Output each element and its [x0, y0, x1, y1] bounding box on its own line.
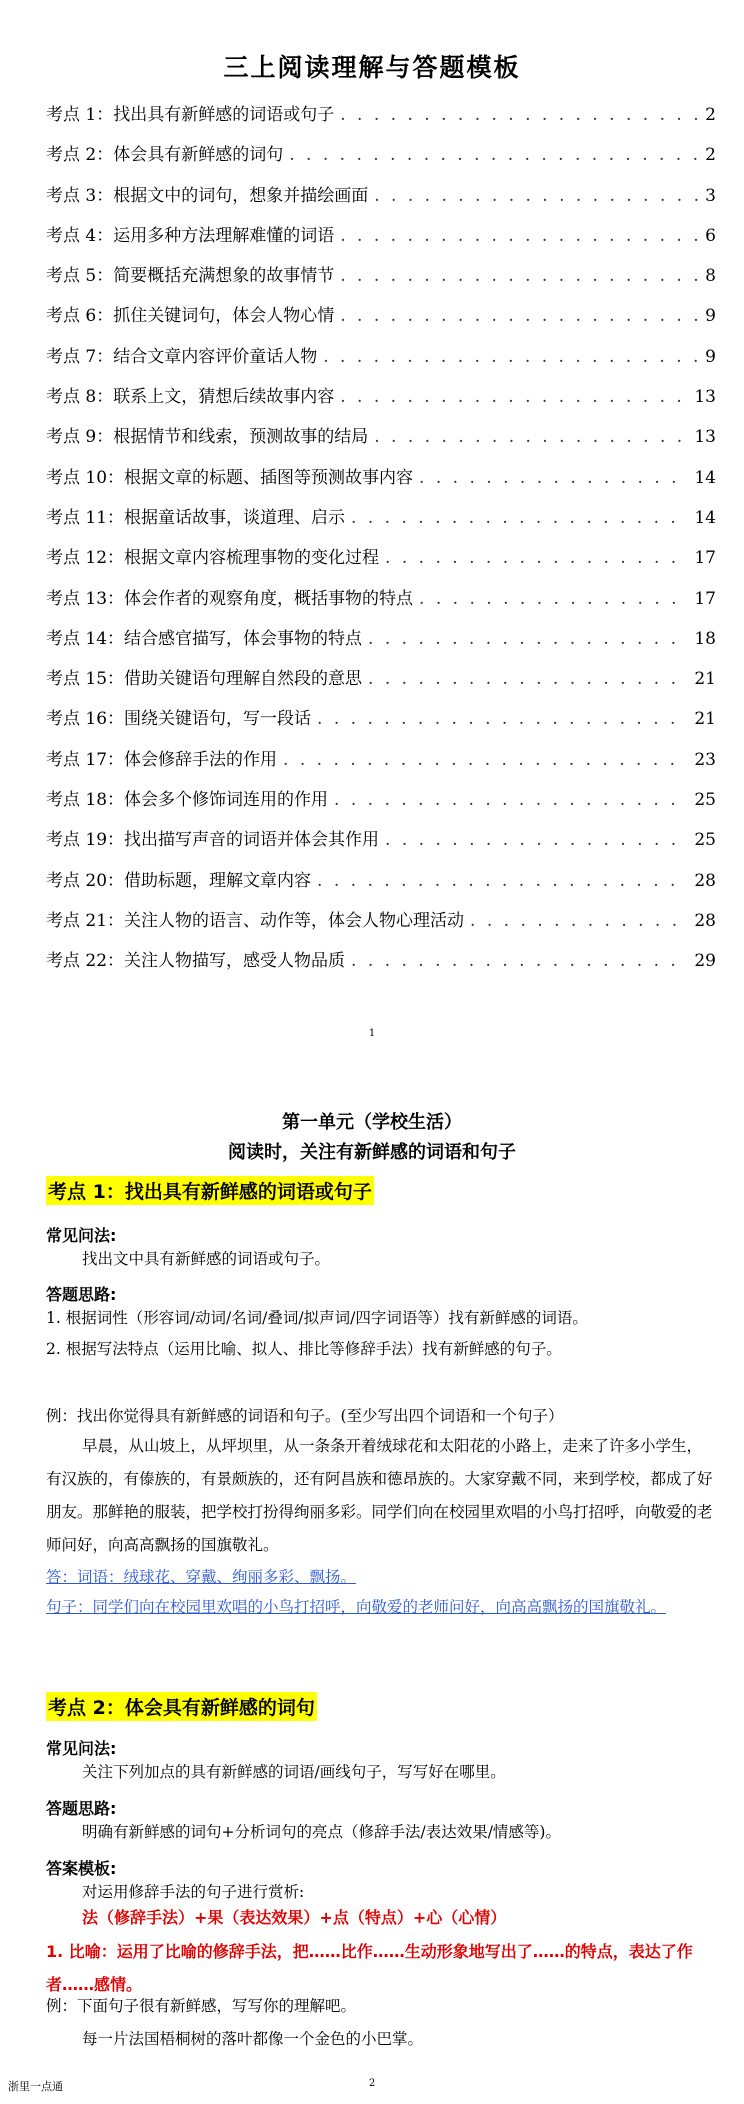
toc-entry-label: 考点 7：结合文章内容评价童话人物 — [46, 346, 318, 367]
toc-entry[interactable] — [46, 785, 716, 825]
toc-entry-label: 考点 11：根据童话故事，谈道理、启示 — [46, 507, 346, 528]
common-question-text: 找出文中具有新鲜感的词语或句子。 — [82, 1250, 331, 1268]
toc-entry-label: 考点 8：联系上文，猜想后续故事内容 — [46, 387, 335, 408]
document-title: 三上阅读理解与答题模板 — [223, 53, 521, 82]
toc-leader-dots — [368, 629, 688, 649]
toc-entry-label: 考点 15：借助关键语句理解自然段的意思 — [46, 669, 363, 690]
common-question-text: 关注下列加点的具有新鲜感的词语/画线句子，写写好在哪里。 — [82, 1763, 506, 1781]
toc-entry[interactable] — [46, 543, 716, 583]
toc-entry-page: 28 — [694, 870, 716, 891]
toc-entry-label: 考点 21：关注人物的语言、动作等，体会人物心理活动 — [46, 910, 465, 931]
toc-entry-page: 17 — [694, 548, 716, 569]
toc-entry[interactable] — [46, 100, 716, 140]
toc-leader-dots — [340, 266, 699, 286]
toc-entry[interactable] — [46, 946, 716, 986]
toc-entry-page: 2 — [705, 105, 716, 125]
toc-entry-label: 考点 10：根据文章的标题、插图等预测故事内容 — [46, 467, 414, 488]
toc-leader-dots — [334, 790, 688, 810]
toc-leader-dots — [374, 427, 688, 447]
section-title-kd1: 考点 1：找出具有新鲜感的词语或句子 — [46, 1176, 374, 1205]
toc-entry[interactable] — [46, 463, 716, 503]
toc-entry[interactable] — [46, 825, 716, 865]
toc-entry[interactable] — [46, 181, 716, 221]
common-question-label: 常见问法: — [46, 1226, 117, 1245]
section-title-kd2: 考点 2：体会具有新鲜感的词句 — [46, 1692, 317, 1721]
toc-leader-dots — [419, 468, 688, 488]
answer-idea-item: 2. 根据写法特点（运用比喻、拟人、排比等修辞手法）找有新鲜感的句子。 — [46, 1340, 562, 1358]
toc-entry-page: 25 — [694, 790, 716, 811]
toc-leader-dots — [419, 589, 688, 609]
toc-entry-label: 考点 17：体会修辞手法的作用 — [46, 749, 278, 770]
toc-entry[interactable] — [46, 342, 716, 382]
answer-idea-label: 答题思路: — [46, 1799, 117, 1818]
footer-brand: 浙里一点通 — [8, 2080, 63, 2093]
toc-entry[interactable] — [46, 906, 716, 946]
answer-sentence: 句子：同学们向在校园里欢唱的小鸟打招呼，向敬爱的老师问好，向高高飘扬的国旗敬礼。 — [46, 1598, 667, 1616]
toc-entry[interactable] — [46, 503, 716, 543]
table-of-contents — [46, 100, 716, 987]
toc-entry[interactable] — [46, 221, 716, 261]
common-question-label: 常见问法: — [46, 1739, 117, 1758]
toc-entry[interactable] — [46, 584, 716, 624]
toc-entry-page: 14 — [694, 467, 716, 488]
toc-entry-page: 9 — [705, 346, 716, 367]
toc-entry[interactable] — [46, 140, 716, 180]
page-2 — [0, 1080, 744, 2104]
toc-entry[interactable] — [46, 704, 716, 744]
toc-entry-page: 2 — [705, 145, 716, 166]
toc-leader-dots — [470, 911, 688, 931]
toc-entry-page: 25 — [694, 830, 716, 851]
toc-leader-dots — [340, 306, 699, 326]
toc-leader-dots — [374, 186, 699, 206]
toc-entry-page: 21 — [694, 709, 716, 730]
toc-entry[interactable] — [46, 422, 716, 462]
toc-entry-label: 考点 18：体会多个修饰词连用的作用 — [46, 790, 329, 811]
unit-subtitle: 阅读时，关注有新鲜感的词语和句子 — [228, 1142, 516, 1163]
toc-entry-label: 考点 19：找出描写声音的词语并体会其作用 — [46, 830, 380, 851]
toc-entry-label: 考点 6：抓住关键词句，体会人物心情 — [46, 306, 335, 327]
answer-words: 答：词语：绒球花、穿戴、绚丽多彩、飘扬。 — [46, 1568, 357, 1586]
toc-entry-label: 考点 5：简要概括充满想象的故事情节 — [46, 266, 335, 287]
toc-entry-page: 13 — [694, 427, 716, 448]
toc-leader-dots — [340, 105, 699, 125]
toc-entry-label: 考点 1：找出具有新鲜感的词语或句子 — [46, 105, 335, 125]
toc-entry-page: 21 — [694, 669, 716, 690]
page-number: 1 — [368, 1028, 376, 1039]
toc-entry[interactable] — [46, 664, 716, 704]
toc-entry-page: 8 — [705, 266, 716, 287]
toc-entry-page: 6 — [705, 225, 716, 246]
toc-entry-label: 考点 14：结合感官描写，体会事物的特点 — [46, 628, 363, 649]
answer-idea-item: 1. 根据词性（形容词/动词/名词/叠词/拟声词/四字词语等）找有新鲜感的词语。 — [46, 1309, 588, 1327]
example-question: 例：下面句子很有新鲜感，写写你的理解吧。 — [46, 1997, 357, 2015]
toc-entry[interactable] — [46, 866, 716, 906]
toc-entry-page: 28 — [694, 910, 716, 931]
toc-entry-page: 18 — [694, 628, 716, 649]
toc-leader-dots — [351, 951, 688, 971]
toc-leader-dots — [317, 709, 688, 729]
toc-entry-label: 考点 4：运用多种方法理解难懂的词语 — [46, 225, 335, 246]
toc-leader-dots — [385, 548, 688, 568]
toc-entry[interactable] — [46, 745, 716, 785]
toc-entry[interactable] — [46, 624, 716, 664]
toc-entry-page: 17 — [694, 588, 716, 609]
answer-template-text: 对运用修辞手法的句子进行赏析: — [82, 1883, 305, 1901]
toc-entry-label: 考点 2：体会具有新鲜感的词句 — [46, 145, 284, 166]
toc-leader-dots — [368, 669, 688, 689]
toc-leader-dots — [351, 508, 688, 528]
toc-leader-dots — [317, 871, 688, 891]
toc-leader-dots — [385, 830, 688, 850]
toc-leader-dots — [323, 347, 699, 367]
toc-entry-label: 考点 3：根据文中的词句，想象并描绘画面 — [46, 185, 369, 206]
toc-entry-label: 考点 16：围绕关键语句，写一段话 — [46, 709, 312, 730]
toc-entry[interactable] — [46, 301, 716, 341]
answer-idea-text: 明确有新鲜感的词句+分析词句的亮点（修辞手法/表达效果/情感等)。 — [82, 1823, 561, 1841]
toc-entry-label: 考点 13：体会作者的观察角度，概括事物的特点 — [46, 588, 414, 609]
answer-template-label: 答案模板: — [46, 1859, 117, 1878]
answer-idea-label: 答题思路: — [46, 1285, 117, 1304]
toc-entry[interactable] — [46, 261, 716, 301]
page-number: 2 — [368, 2078, 376, 2089]
toc-entry-page: 29 — [694, 951, 716, 972]
toc-leader-dots — [340, 387, 688, 407]
toc-entry-page: 23 — [694, 749, 716, 770]
toc-entry-page: 14 — [694, 507, 716, 528]
toc-entry-page: 13 — [694, 387, 716, 408]
example-question: 例：找出你觉得具有新鲜感的词语和句子。(至少写出四个词语和一个句子） — [46, 1407, 564, 1425]
unit-title: 第一单元（学校生活） — [282, 1112, 462, 1133]
example-passage: 早晨，从山坡上，从坪坝里，从一条条开着绒球花和太阳花的小路上，走来了许多小学生，有汉族的，有傣族的，有景颇族的，还有阿昌族和德昂族的。大家穿戴不同，来到学校，都成了好朋友。那鲜艳的服装，把学校打扮得绚丽多彩。同学们向在校园里欢唱的小鸟打招呼，向敬爱的老师问好，向高高飘扬的国旗敬礼。 — [46, 1437, 713, 1554]
toc-leader-dots — [340, 226, 699, 246]
toc-leader-dots — [289, 145, 699, 165]
toc-entry-label: 考点 12：根据文章内容梳理事物的变化过程 — [46, 548, 380, 569]
toc-leader-dots — [283, 750, 688, 770]
answer-formula: 法（修辞手法）+果（表达效果）+点（特点）+心（心情） — [82, 1908, 507, 1927]
toc-entry-page: 9 — [705, 306, 716, 327]
metaphor-template: 1. 比喻：运用了比喻的修辞手法，把……比作……生动形象地写出了……的特点，表达了作者……感情。 — [46, 1942, 693, 1994]
toc-entry-page: 3 — [705, 185, 716, 206]
toc-entry-label: 考点 22：关注人物描写，感受人物品质 — [46, 951, 346, 972]
example-sentence: 每一片法国梧桐树的落叶都像一个金色的小巴掌。 — [82, 2030, 424, 2048]
toc-entry[interactable] — [46, 382, 716, 422]
toc-entry-label: 考点 20：借助标题，理解文章内容 — [46, 870, 312, 891]
toc-entry-label: 考点 9：根据情节和线索，预测故事的结局 — [46, 427, 369, 448]
